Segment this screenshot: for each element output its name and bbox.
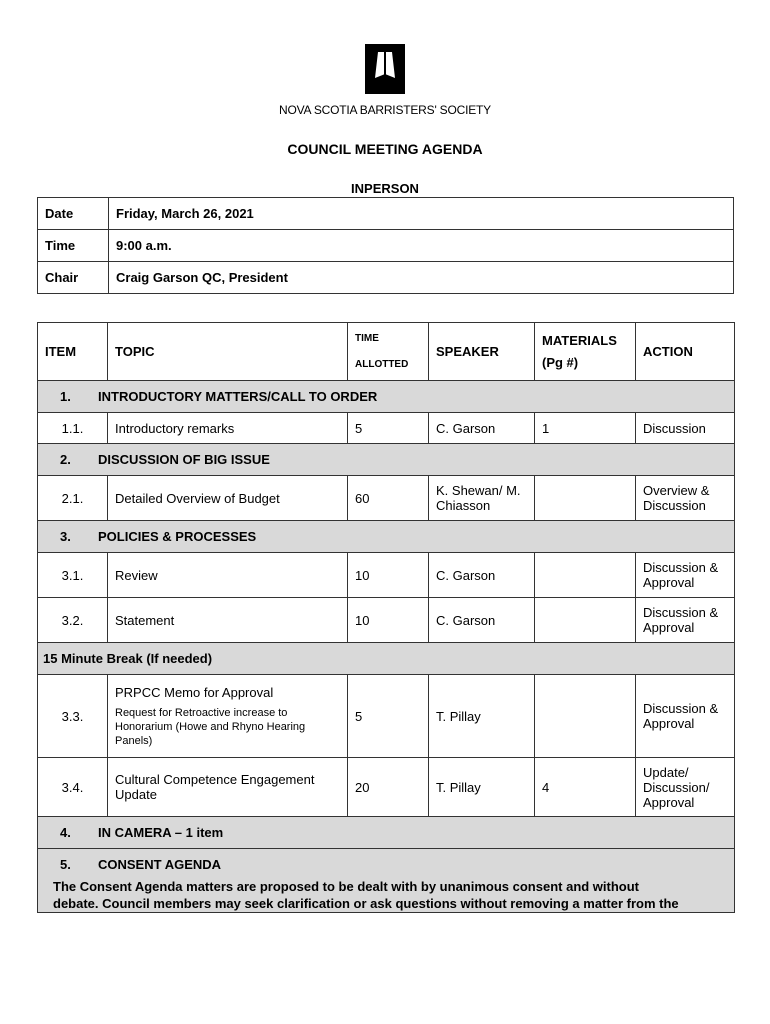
action-line: Approval (643, 620, 695, 635)
item-number: 3.4. (38, 758, 108, 817)
topic-sub-line: Honorarium (Howe and Rhyno Hearing (115, 720, 306, 733)
topic-sub-line: Panels) (115, 734, 153, 747)
info-value: Friday, March 26, 2021 (109, 198, 734, 230)
speaker: T. Pillay (429, 758, 535, 817)
action-line: Approval (643, 794, 695, 810)
table-row (38, 598, 735, 643)
speaker-line: Chiasson (436, 498, 491, 513)
action: Discussion (636, 413, 735, 444)
speaker-line: K. Shewan/ M. (436, 483, 521, 498)
organization-name: NOVA SCOTIA BARRISTERS' SOCIETY (279, 103, 491, 117)
action-line: Update/ (643, 764, 689, 780)
action (636, 758, 735, 817)
materials: 1 (535, 413, 636, 444)
item-number: 3.3. (38, 675, 108, 758)
action-line: Overview & (643, 483, 710, 498)
consent-text-line: The Consent Agenda matters are proposed to be dealt with by unanimous consent and without (53, 879, 640, 894)
table-row (38, 553, 735, 598)
section-row (38, 521, 735, 553)
item-number: 3.2. (38, 598, 108, 643)
agenda-table (37, 322, 735, 913)
time-allotted: 5 (348, 413, 429, 444)
materials-header-line2: (Pg #) (542, 354, 579, 370)
action-line: Discussion/ (643, 779, 710, 795)
table-row (38, 413, 735, 444)
speaker: C. Garson (429, 413, 535, 444)
speaker: C. Garson (429, 553, 535, 598)
topic: Detailed Overview of Budget (108, 476, 348, 521)
topic-sub (115, 706, 340, 748)
col-action-header: ACTION (636, 323, 735, 381)
topic (108, 675, 348, 758)
action (636, 553, 735, 598)
item-number: 1.1. (38, 413, 108, 444)
topic-sub-line: Request for Retroactive increase to (115, 706, 288, 719)
table-row (38, 675, 735, 758)
topic: Statement (108, 598, 348, 643)
section-number: 1. (60, 389, 71, 404)
info-value: 9:00 a.m. (109, 230, 734, 262)
materials (535, 675, 636, 758)
speaker: T. Pillay (429, 675, 535, 758)
col-item-header: ITEM (38, 323, 108, 381)
agenda-header-row (38, 323, 735, 381)
materials: 4 (535, 758, 636, 817)
info-label: Date (38, 198, 109, 230)
topic: Introductory remarks (108, 413, 348, 444)
info-label: Time (38, 230, 109, 262)
info-row-date (38, 198, 734, 230)
speaker (429, 476, 535, 521)
meeting-format: INPERSON (351, 181, 419, 196)
time-header-line2: ALLOTTED (355, 358, 409, 370)
time-allotted: 5 (348, 675, 429, 758)
table-row (38, 758, 735, 817)
break-label: 15 Minute Break (If needed) (38, 643, 735, 675)
section-row (38, 817, 735, 849)
consent-description (38, 876, 734, 912)
col-materials-header (535, 323, 636, 381)
col-speaker-header: SPEAKER (429, 323, 535, 381)
time-allotted: 20 (348, 758, 429, 817)
action (636, 476, 735, 521)
section-number: 4. (60, 825, 71, 840)
section-number: 2. (60, 452, 71, 467)
section-number: 5. (60, 857, 71, 872)
table-row (38, 476, 735, 521)
section-title: INTRODUCTORY MATTERS/CALL TO ORDER (98, 389, 378, 404)
section-number: 3. (60, 529, 71, 544)
info-value: Craig Garson QC, President (109, 262, 734, 294)
consent-text-line: debate. Council members may seek clarification or ask questions without removing a matter from the (53, 896, 679, 911)
society-logo (365, 44, 405, 94)
section-row (38, 381, 735, 413)
topic-line: Cultural Competence Engagement (115, 772, 315, 787)
info-label: Chair (38, 262, 109, 294)
time-allotted: 10 (348, 598, 429, 643)
action (636, 598, 735, 643)
action-line: Discussion & (643, 605, 719, 620)
time-allotted: 10 (348, 553, 429, 598)
section-title: IN CAMERA – 1 item (98, 825, 224, 840)
time-header-line1: TIME (355, 332, 379, 344)
section-title: CONSENT AGENDA (98, 857, 222, 872)
materials (535, 476, 636, 521)
action-line: Approval (643, 575, 695, 590)
item-number: 2.1. (38, 476, 108, 521)
topic (108, 758, 348, 817)
item-number: 3.1. (38, 553, 108, 598)
consent-heading (38, 849, 734, 876)
materials (535, 598, 636, 643)
info-row-chair (38, 262, 734, 294)
section-row (38, 444, 735, 476)
action-line: Discussion & (643, 701, 719, 716)
break-row (38, 643, 735, 675)
time-allotted: 60 (348, 476, 429, 521)
col-time-header (348, 323, 429, 381)
page-title: COUNCIL MEETING AGENDA (287, 141, 483, 157)
meeting-info-table (37, 197, 734, 294)
col-topic-header: TOPIC (108, 323, 348, 381)
materials (535, 553, 636, 598)
topic-main: PRPCC Memo for Approval (115, 684, 274, 700)
action-line: Discussion & (643, 560, 719, 575)
action (636, 675, 735, 758)
section-title: POLICIES & PROCESSES (98, 529, 257, 544)
action-line: Discussion (643, 498, 706, 513)
topic: Review (108, 553, 348, 598)
section-title: DISCUSSION OF BIG ISSUE (98, 452, 270, 467)
consent-section (38, 849, 735, 913)
topic-line: Update (115, 787, 157, 802)
speaker: C. Garson (429, 598, 535, 643)
info-row-time (38, 230, 734, 262)
action-line: Approval (643, 716, 695, 731)
materials-header-line1: MATERIALS (542, 332, 617, 348)
